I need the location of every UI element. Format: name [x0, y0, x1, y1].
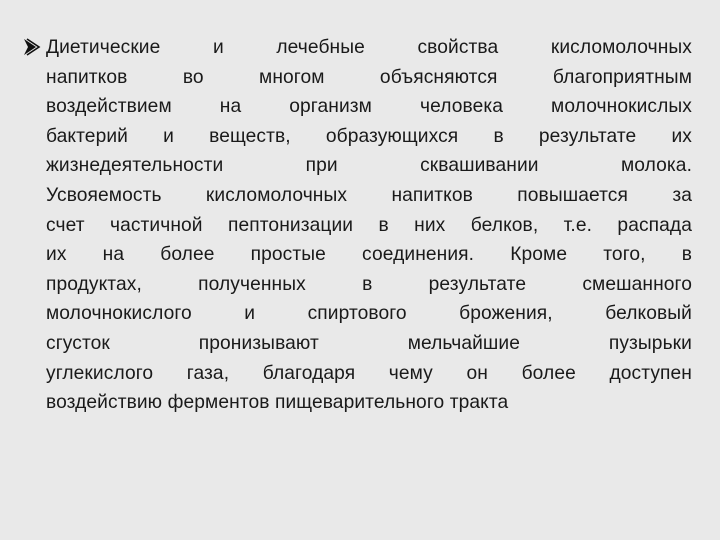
- paragraph-line: счет частичной пептонизации в них белков, т.е. распада: [46, 214, 692, 236]
- paragraph-line: сгусток пронизывают мельчайшие пузырьки: [46, 332, 692, 354]
- paragraph-line: Диетические и лечебные свойства кисломолочных: [46, 37, 692, 58]
- paragraph-line: воздействию ферментов пищеварительного тракта: [46, 392, 509, 414]
- paragraph-line: их на более простые соединения. Кроме того, в: [46, 244, 692, 266]
- paragraph-line: бактерий и веществ, образующихся в результате их: [46, 125, 692, 147]
- paragraph-line: напитков во многом объясняются благоприятным: [46, 66, 692, 88]
- paragraph-line: углекислого газа, благодаря чему он более доступен: [46, 362, 692, 384]
- paragraph-line: продуктах, полученных в результате смешанного: [46, 273, 692, 295]
- paragraph-line: молочнокислого и спиртового брожения, белковый: [46, 303, 692, 325]
- paragraph-line: Усвояемость кисломолочных напитков повышается за: [46, 184, 692, 206]
- bullet-paragraph: [46, 33, 692, 418]
- arrow-check-bullet-icon: [22, 37, 42, 57]
- bullet-item: [22, 33, 692, 418]
- paragraph-line: воздействием на организм человека молочнокислых: [46, 96, 692, 118]
- paragraph-line: жизнедеятельности при сквашивании молока.: [46, 155, 692, 177]
